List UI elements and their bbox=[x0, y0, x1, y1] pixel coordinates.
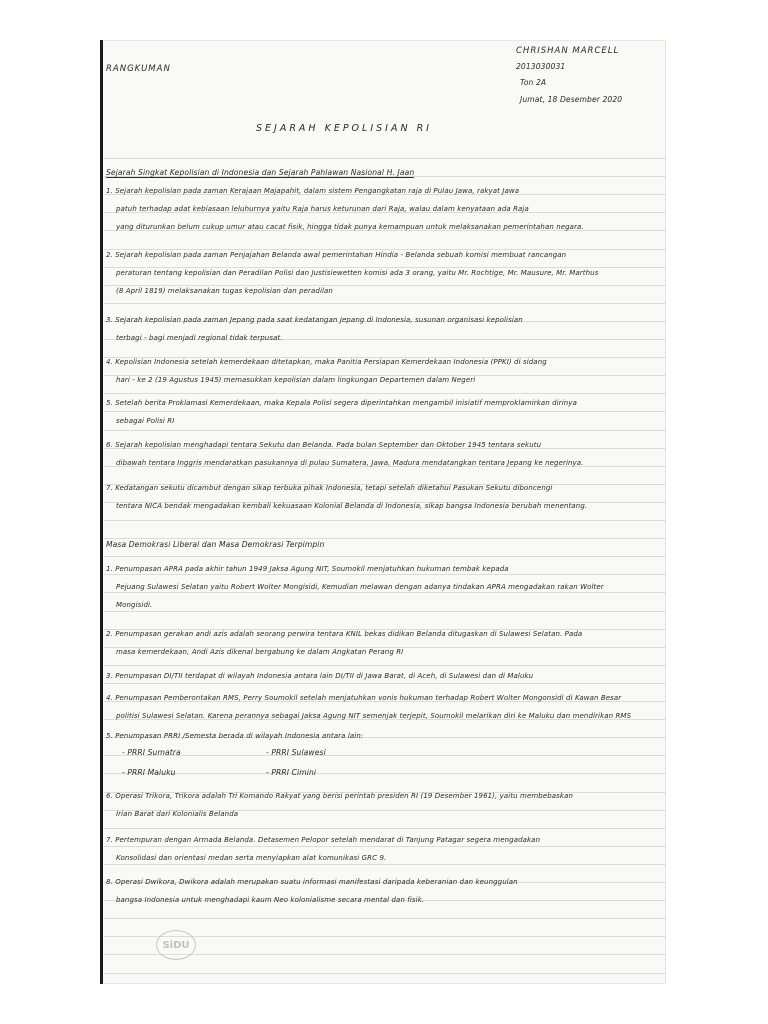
ruled-line bbox=[104, 973, 666, 974]
page-title: SEJARAH KEPOLISIAN RI bbox=[256, 123, 432, 134]
section2-line: Pejuang Sulawesi Selatan yaitu Robert Wolter Mongisidi, Kemudian melawan dengan adanya tindakan APRA mengadakan rakan Wolter bbox=[116, 583, 604, 591]
section2-line: 7. Pertempuran dengan Armada Belanda. Detasemen Pelopor setelah mendarat di Tanjung Patagar segera mengadakan bbox=[106, 836, 541, 844]
section2-line: 4. Penumpasan Pemberontakan RMS, Perry Soumokil setelah menjatuhkan vonis hukuman terhadap Robert Wolter Mongonsidi di Kawan Besar bbox=[106, 694, 622, 702]
prri-list-item: - PRRI Sulawesi bbox=[266, 748, 326, 757]
ruled-line bbox=[104, 303, 666, 304]
ruled-line bbox=[104, 611, 666, 612]
section1-line: 7. Kedatangan sekutu dicambut dengan sikap terbuka pihak Indonesia, tetapi setelah diketahui Pasukan Sekutu diboncengi bbox=[106, 484, 553, 492]
section2-line: 1. Penumpasan APRA pada akhir tahun 1949 Jaksa Agung NIT, Soumokil menjatuhkan hukuman tembak kepada bbox=[106, 565, 509, 573]
section1-line: tentara NICA bendak mengadakan kembali kekuasaan Kolonial Belanda di Indonesia, sikap bangsa Indonesia berubah menentang. bbox=[116, 502, 588, 510]
ruled-line bbox=[104, 665, 666, 666]
section1-line: 4. Kepolisian Indonesia setelah kemerdekaan ditetapkan, maka Panitia Persiapan Kemerdekaan Indonesia (PPKI) di sidang bbox=[106, 358, 547, 366]
ruled-line bbox=[104, 158, 666, 159]
ruled-line bbox=[104, 592, 666, 593]
section1-line: 3. Sejarah kepolisian pada zaman Jepang pada saat kedatangan Jepang di Indonesia, susunan organisasi kepolisian bbox=[106, 316, 523, 324]
section2-line: bangsa Indonesia untuk menghadapi kaum Neo kolonialisme secara mental dan fisik. bbox=[116, 896, 425, 904]
section2-line: 5. Penumpasan PRRI /Semesta berada di wilayah Indonesia antara lain: bbox=[106, 732, 364, 740]
section1-line: terbagi - bagi menjadi regional tidak terpusat. bbox=[116, 334, 283, 342]
section2-line: masa kemerdekaan, Andi Azis dikenal bergabung ke dalam Angkatan Perang RI bbox=[116, 648, 404, 656]
student-class: Ton 2A bbox=[520, 78, 547, 87]
section2-heading: Masa Demokrasi Liberal dan Masa Demokrasi Terpimpin bbox=[106, 540, 325, 549]
ruled-line bbox=[104, 267, 666, 268]
ruled-line bbox=[104, 828, 666, 829]
section1-line: 1. Sejarah kepolisian pada zaman Kerajaan Majapahit, dalam sistem Pengangkatan raja di Pulau Jawa, rakyat Jawa bbox=[106, 187, 520, 195]
ruled-line bbox=[104, 520, 666, 521]
ruled-line bbox=[104, 864, 666, 865]
section1-heading: Sejarah Singkat Kepolisian di Indonesia dan Sejarah Pahlawan Nasional H. Jaan bbox=[106, 168, 415, 177]
section2-line: Irian Barat dari Kolonialis Belanda bbox=[116, 810, 239, 818]
section2-line: politisi Sulawesi Selatan. Karena perannya sebagai Jaksa Agung NIT semenjak terjepit, Soumokil melarikan diri ke Maluku dan mendirikan RMS bbox=[116, 712, 632, 720]
section1-line: sebagai Polisi RI bbox=[116, 417, 175, 425]
section1-line: patuh terhadap adat kebiasaan leluhurnya yaitu Raja harus keturunan dari Raja, walau dalam kenyataan ada Raja bbox=[116, 205, 529, 213]
section2-line: 6. Operasi Trikora, Trikora adalah Tri Komando Rakyat yang berisi perintah presiden RI (19 Desember 1961), yaitu membebaskan bbox=[106, 792, 574, 800]
prri-list-item: - PRRI Maluku bbox=[122, 768, 176, 777]
ruled-line bbox=[104, 773, 666, 774]
ruled-line bbox=[104, 430, 666, 431]
section2-line: 3. Penumpasan DI/TII terdapat di wilayah Indonesia antara lain DI/TII di Jawa Barat, di Aceh, di Sulawesi dan di Maluku bbox=[106, 672, 534, 680]
section2-line: Konsolidasi dan orientasi medan serta menyiapkan alat komunikasi GRC 9. bbox=[116, 854, 387, 862]
prri-list-item: - PRRI Sumatra bbox=[122, 748, 181, 757]
ruled-line bbox=[104, 285, 666, 286]
header-date: Jumat, 18 Desember 2020 bbox=[520, 95, 623, 104]
ruled-line bbox=[104, 683, 666, 684]
ruled-line bbox=[104, 249, 666, 250]
section1-line: dibawah tentara Inggris mendaratkan pasukannya di pulau Sumatera, Jawa, Madura mendatangkan tentara Jepang ke negerinya. bbox=[116, 459, 584, 467]
section2-line: 2. Penumpasan gerakan andi azis adalah seorang perwira tentara KNIL bekas didikan Belanda ditugaskan di Sulawesi Selatan. Pada bbox=[106, 630, 583, 638]
ruled-line bbox=[104, 846, 666, 847]
ruled-line bbox=[104, 755, 666, 756]
section1-line: (8 April 1819) melaksanakan tugas kepolisian dan peradilan bbox=[116, 287, 333, 295]
ruled-line bbox=[104, 574, 666, 575]
section2-line: Mongisidi. bbox=[116, 601, 153, 609]
section1-line: 6. Sejarah kepolisian menghadapi tentara Sekutu dan Belanda. Pada bulan September dan Oktober 1945 tentara sekutu bbox=[106, 441, 542, 449]
prri-list-item: - PRRI Cimini bbox=[266, 768, 317, 777]
ruled-line bbox=[104, 538, 666, 539]
section1-line: peraturan tentang kepolisian dan Peradilan Polisi dan Justisiewetten komisi ada 3 orang, yaitu Mr. Rochtige, Mr. Mausure, Mr. Marthus bbox=[116, 269, 599, 277]
section1-line: 2. Sejarah kepolisian pada zaman Penjajahan Belanda awal pemerintahan Hindia - Belanda sebuah komisi membuat rancangan bbox=[106, 251, 567, 259]
section1-line: hari - ke 2 (19 Agustus 1945) memasukkan kepolisian dalam lingkungan Departemen dalam Negeri bbox=[116, 376, 476, 384]
student-name: CHRISHAN MARCELL bbox=[516, 46, 620, 56]
student-nim: 2013030031 bbox=[516, 62, 566, 71]
ruled-line bbox=[104, 411, 666, 412]
notebook-binding bbox=[100, 40, 103, 984]
summary-label: RANGKUMAN bbox=[106, 64, 171, 74]
notebook-page bbox=[100, 40, 666, 984]
brand-stamp: SiDU bbox=[156, 930, 196, 960]
ruled-line bbox=[104, 918, 666, 919]
section1-line: 5. Setelah berita Proklamasi Kemerdekaan, maka Kepala Polisi segera diperintahkan mengambil inisiatif memproklamirkan dirinya bbox=[106, 399, 577, 407]
section1-line: yang diturunkan belum cukup umur atau cacat fisik, hingga tidak punya kemampuan untuk melaksanakan pemerintahan negara. bbox=[116, 223, 584, 231]
section2-line: 8. Operasi Dwikora, Dwikora adalah merupakan suatu informasi manifestasi daripada keberanian dan keunggulan bbox=[106, 878, 518, 886]
ruled-line bbox=[104, 393, 666, 394]
ruled-line bbox=[104, 556, 666, 557]
